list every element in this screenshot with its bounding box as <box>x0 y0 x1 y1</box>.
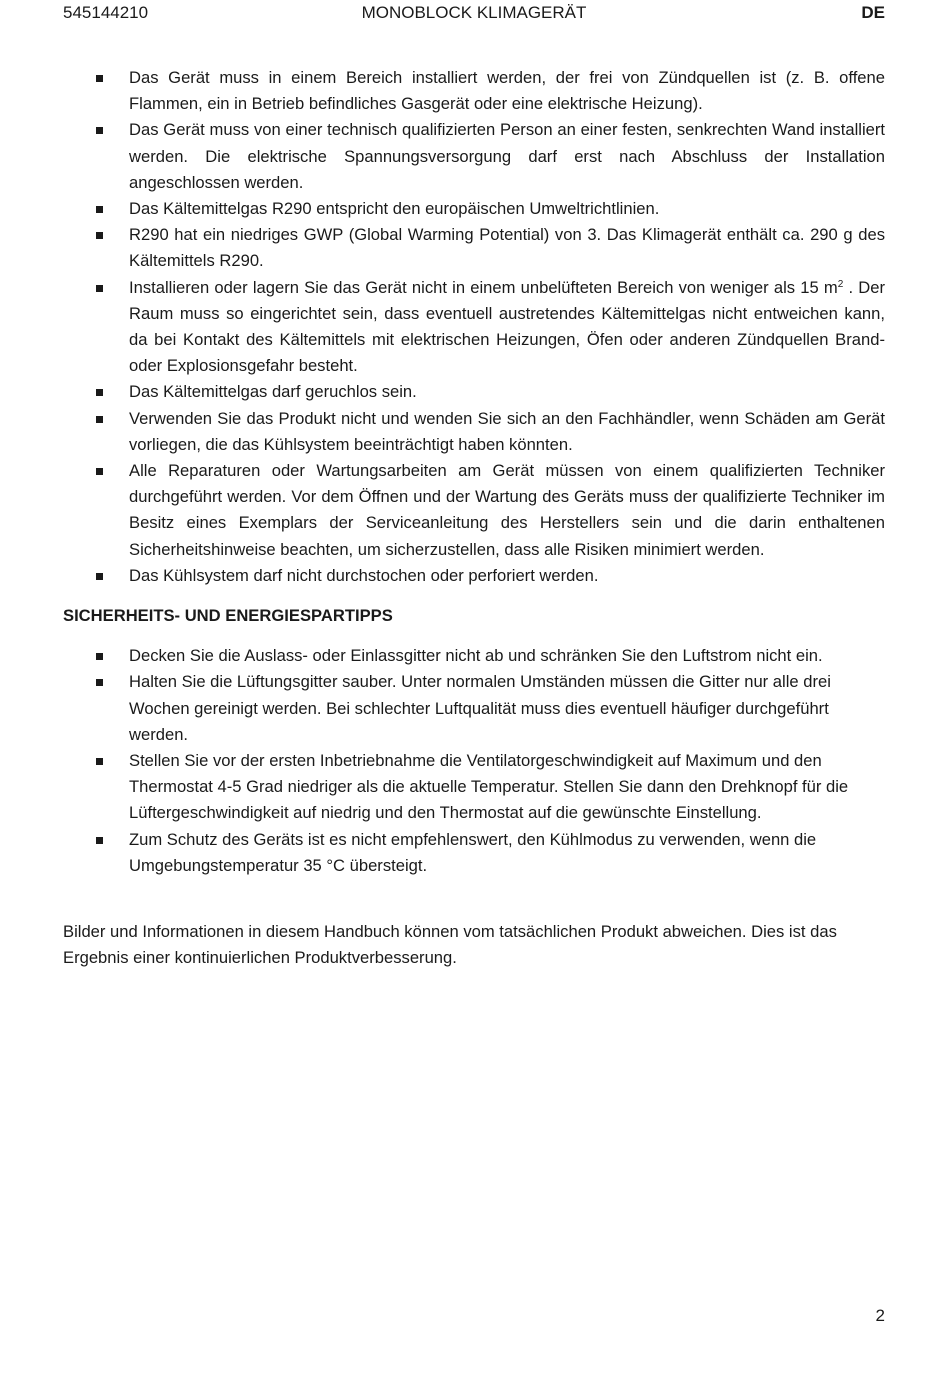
tips-list <box>63 643 885 879</box>
bullet-square-icon <box>96 468 103 475</box>
bullet-square-icon <box>96 573 103 580</box>
list-item: Das Kühlsystem darf nicht durchstochen oder perforiert werden. <box>63 563 885 589</box>
document-title: MONOBLOCK KLIMAGERÄT <box>361 3 587 22</box>
list-item: Alle Reparaturen oder Wartungsarbeiten am Gerät müssen von einem qualifizierten Techniker durchgeführt werden. Vor dem Öffnen und der Wartung des Geräts muss der qualifizierte Techniker im Besitz eines Exemplars der Serviceanleitung des Herstellers sein und die darin enthaltenen Sicherheitshinweise beachten, um sicherzustellen, dass alle Risiken minimiert werden. <box>63 458 885 563</box>
bullet-square-icon <box>96 653 103 660</box>
list-item: R290 hat ein niedriges GWP (Global Warming Potential) von 3. Das Klimagerät enthält ca. 290 g des Kältemittels R290. <box>63 222 885 274</box>
list-item: Stellen Sie vor der ersten Inbetriebnahme die Ventilatorgeschwindigkeit auf Maximum und den Thermostat 4-5 Grad niedriger als die aktuelle Temperatur. Stellen Sie dann den Drehknopf für die Lüftergeschwindigkeit auf niedrig und den Thermostat auf die gewünschte Einstellung. <box>63 748 885 827</box>
list-item: Zum Schutz des Geräts ist es nicht empfehlenswert, den Kühlmodus zu verwenden, wenn die Umgebungstemperatur 35 °C übersteigt. <box>63 827 885 879</box>
list-item: Das Gerät muss in einem Bereich installiert werden, der frei von Zündquellen ist (z. B. offene Flammen, ein in Betrieb befindliches Gasgerät oder eine elektrische Heizung). <box>63 65 885 117</box>
list-item: Decken Sie die Auslass- oder Einlassgitter nicht ab und schränken Sie den Luftstrom nicht ein. <box>63 643 885 669</box>
bullet-square-icon <box>96 75 103 82</box>
list-item: Das Kältemittelgas darf geruchlos sein. <box>63 379 885 405</box>
list-item: Halten Sie die Lüftungsgitter sauber. Unter normalen Umständen müssen die Gitter nur alle drei Wochen gereinigt werden. Bei schlechter Luftqualität muss dies eventuell häufiger durchgeführt werden. <box>63 669 885 748</box>
disclaimer-text: Bilder und Informationen in diesem Handbuch können vom tatsächlichen Produkt abweichen. Dies ist das Ergebnis einer kontinuierlichen Produktverbesserung. <box>63 922 837 968</box>
page-number: 2 <box>875 1306 885 1325</box>
section-heading: SICHERHEITS- UND ENERGIESPARTIPPS <box>63 606 393 626</box>
page-content <box>63 65 885 988</box>
page-header <box>63 2 885 24</box>
bullet-square-icon <box>96 837 103 844</box>
bullet-square-icon <box>96 127 103 134</box>
bullet-square-icon <box>96 206 103 213</box>
bullet-square-icon <box>96 389 103 396</box>
list-item: Das Kältemittelgas R290 entspricht den europäischen Umweltrichtlinien. <box>63 196 885 222</box>
bullet-square-icon <box>96 285 103 292</box>
list-item: Installieren oder lagern Sie das Gerät nicht in einem unbelüfteten Bereich von weniger als 15 $m^2$ . Der Raum muss so eingerichtet sein, dass eventuell austretendes Kältemittelgas nicht entweichen kann, da bei Kontakt des Kältemittels mit elektrischen Heizungen, Öfen oder anderen Zündquellen Brand- oder Explosionsgefahr besteht. <box>63 275 885 380</box>
language-code: DE <box>861 3 885 22</box>
bullet-square-icon <box>96 416 103 423</box>
list-item: Verwenden Sie das Produkt nicht und wenden Sie sich an den Fachhändler, wenn Schäden am Gerät vorliegen, die das Kühlsystem beeinträchtigt haben könnten. <box>63 406 885 458</box>
bullet-square-icon <box>96 679 103 686</box>
bullet-square-icon <box>96 758 103 765</box>
document-code: 545144210 <box>63 3 149 22</box>
list-item: Das Gerät muss von einer technisch qualifizierten Person an einer festen, senkrechten Wand installiert werden. Die elektrische Spannungsversorgung darf erst nach Abschluss der Installation angeschlossen werden. <box>63 117 885 196</box>
safety-list <box>63 65 885 589</box>
bullet-square-icon <box>96 232 103 239</box>
